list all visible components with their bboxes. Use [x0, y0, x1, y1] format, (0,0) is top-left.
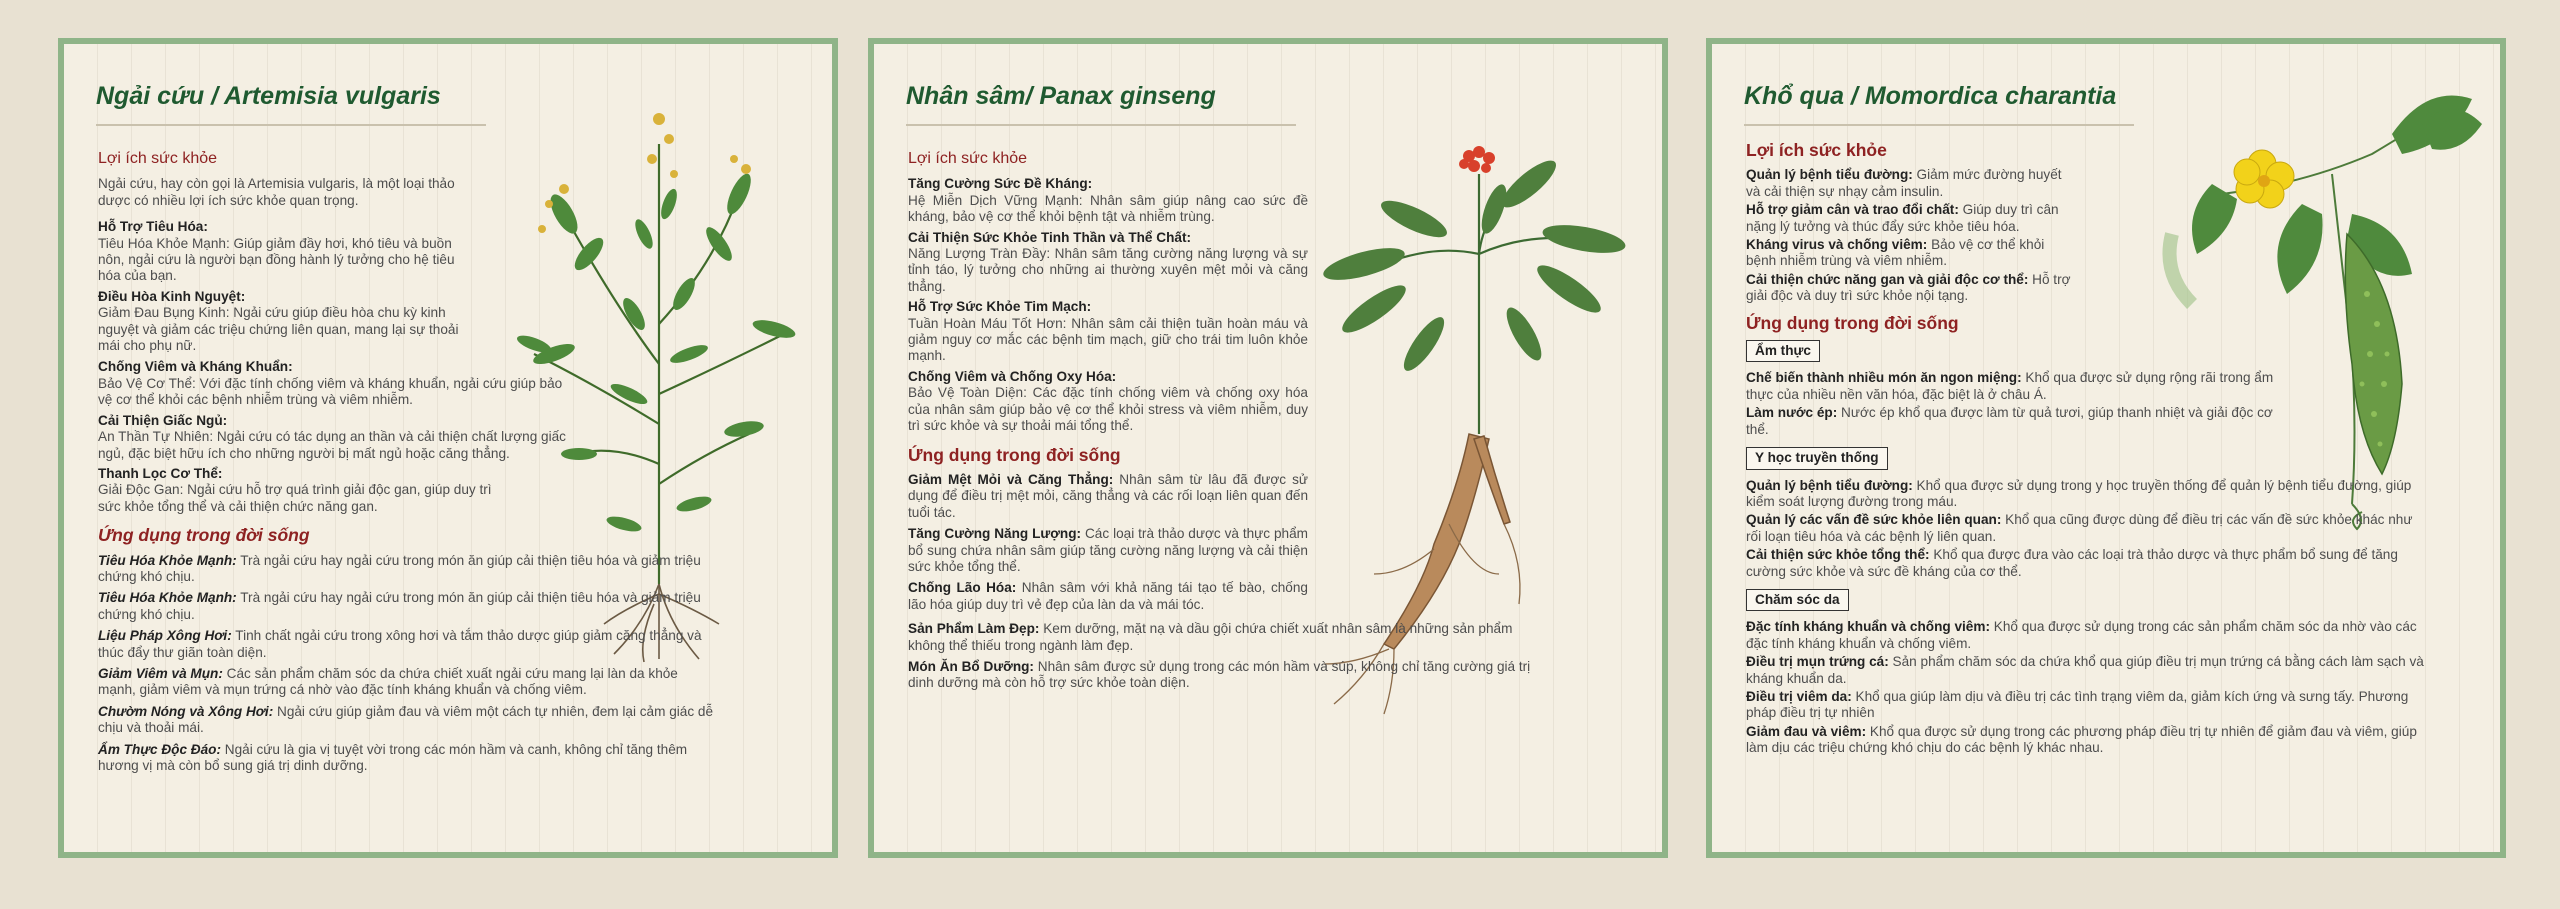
use-item — [908, 580, 1308, 613]
use-text: Tinh chất ngải cứu trong xông hơi và tắm thảo dược giúp giảm căng thẳng và thúc đẩy thư giãn toàn diện. — [98, 628, 702, 660]
category-block — [1746, 340, 2426, 438]
panel-content — [98, 139, 714, 779]
use-item — [908, 526, 1308, 575]
category-label: Chăm sóc da — [1746, 589, 1849, 611]
use-label: Tiêu Hóa Khỏe Mạnh: — [98, 552, 237, 568]
use-item — [1746, 619, 2426, 652]
benefit-text: Hệ Miễn Dịch Vững Mạnh: Nhân sâm giúp nâng cao sức đề kháng, bảo vệ cơ thể khỏi bệnh tật và nhiễm trùng. — [908, 192, 1308, 225]
use-text: Các loại trà thảo dược và thực phẩm bổ sung chứa nhân sâm giúp tăng cường năng lượng và cải thiện sức khỏe tổng thể. — [908, 526, 1308, 574]
use-label: Ẩm Thực Độc Đáo: — [98, 741, 221, 757]
benefit-title: Thanh Lọc Cơ Thể: — [98, 465, 223, 481]
mugwort-panel — [58, 38, 838, 858]
title-divider — [96, 124, 486, 126]
use-text: Nước ép khổ qua được làm từ quả tươi, giúp thanh nhiệt và giải độc cơ thể. — [1746, 405, 2273, 437]
benefit-title: Hỗ Trợ Tiêu Hóa: — [98, 219, 208, 235]
benefit-title: Tăng Cường Sức Đề Kháng: — [908, 176, 1093, 192]
use-label: Giảm Viêm và Mụn: — [98, 665, 223, 681]
benefit-item — [98, 289, 478, 355]
use-text: Nhân sâm từ lâu đã được sử dụng để điều trị mệt mỏi, căng thẳng và các rối loạn liên quan đến tuổi tác. — [908, 471, 1308, 520]
use-item — [1746, 512, 2426, 545]
use-label: Tiêu Hóa Khỏe Mạnh: — [98, 590, 237, 606]
use-label: Sản Phẩm Làm Đẹp: — [908, 621, 1040, 637]
use-text: Trà ngải cứu hay ngải cứu trong món ăn giúp cải thiện tiêu hóa và giảm triệu chứng khó chịu. — [98, 552, 701, 584]
use-text: Khổ qua được đưa vào các loại trà thảo dược và thực phẩm bổ sung để tăng cường sức khỏe và sức đề kháng của cơ thể. — [1746, 547, 2398, 579]
benefit-text: Tuần Hoàn Máu Tốt Hơn: Nhân sâm cải thiện tuần hoàn máu và giảm nguy cơ mắc các bệnh tim mạch, giữ cho trái tim luôn khỏe mạnh. — [908, 315, 1308, 364]
use-label: Chế biến thành nhiều món ăn ngon miệng: — [1746, 370, 2022, 386]
use-text: Khổ qua giúp làm dịu và điều trị các tình trạng viêm da, giảm kích ứng và sưng tấy. Phương pháp điều trị tự nhiên — [1746, 688, 2409, 721]
benefit-title: Cải Thiện Giấc Ngủ: — [98, 412, 228, 428]
use-text: Kem dưỡng, mặt nạ và dầu gội chứa chiết xuất nhân sâm là những sản phẩm không thể thiếu trong ngành làm đẹp. — [908, 621, 1513, 653]
use-text: Ngải cứu là gia vị tuyệt vời trong các món hầm và canh, không chỉ tăng thêm hương vị mà còn bổ sung giá trị dinh dưỡng. — [98, 741, 688, 773]
use-text: Nhân sâm được sử dụng trong các món hầm và súp, không chỉ tăng cường giá trị dinh dưỡng mà còn hỗ trợ sức khỏe toàn diện. — [908, 658, 1531, 691]
benefit-title: Chống Viêm và Chống Oxy Hóa: — [908, 368, 1117, 384]
use-text: Khổ qua được sử dụng trong các phương pháp điều trị tự nhiên để giảm đau và viêm, giúp làm dịu các triệu chứng khó chịu do các bệnh lý khác nhau. — [1746, 723, 2417, 756]
panel-content — [1746, 142, 2426, 762]
uses-heading: Ứng dụng trong đời sống — [908, 444, 1121, 465]
benefit-label: Quản lý bệnh tiểu đường: — [1746, 167, 1913, 183]
bitter-melon-panel — [1706, 38, 2506, 858]
title-divider — [906, 124, 1296, 126]
benefit-item — [98, 359, 568, 408]
use-text: Trà ngải cứu hay ngải cứu trong món ăn giúp cải thiện tiêu hóa và giảm triệu chứng khó chịu. — [98, 590, 701, 622]
title-divider — [1744, 124, 2134, 126]
panel-title: Khổ qua / Momordica charantia — [1744, 82, 2117, 110]
use-label: Món Ăn Bổ Dưỡng: — [908, 658, 1034, 674]
benefit-text: Hỗ trợ giải độc và duy trì sức khỏe nội tạng. — [1746, 271, 2071, 304]
benefit-title: Điều Hòa Kinh Nguyệt: — [98, 288, 246, 304]
use-label: Làm nước ép: — [1746, 405, 1838, 421]
use-item — [98, 704, 718, 737]
use-item — [98, 666, 718, 699]
benefits-heading: Lợi ích sức khỏe — [908, 150, 1028, 167]
category-block — [1746, 585, 2426, 757]
benefit-item — [1746, 167, 2076, 200]
use-label: Giảm đau và viêm: — [1746, 723, 1867, 739]
panel-content — [908, 139, 1531, 697]
benefit-title: Hỗ Trợ Sức Khỏe Tim Mạch: — [908, 299, 1092, 315]
use-text: Sản phẩm chăm sóc da chứa khổ qua giúp điều trị mụn trứng cá bằng cách làm sạch và kháng khuẩn da. — [1746, 654, 2424, 686]
benefit-item — [908, 230, 1308, 296]
benefit-text: Giải Độc Gan: Ngải cứu hỗ trợ quá trình giải độc gan, giúp duy trì sức khỏe tổng thể và cải thiện chức năng gan. — [98, 482, 492, 514]
benefits-heading: Lợi ích sức khỏe — [1746, 140, 1887, 160]
use-label: Điều trị mụn trứng cá: — [1746, 654, 1889, 670]
use-text: Khổ qua được sử dụng trong y học truyền thống để quản lý bệnh tiểu đường, giúp kiểm soát lượng đường trong máu. — [1746, 477, 2412, 509]
use-item — [908, 472, 1308, 521]
use-text: Khổ qua được sử dụng rộng rãi trong ẩm thực của nhiều nền văn hóa, đặc biệt là ở châu Á. — [1746, 370, 2274, 402]
benefit-item — [908, 176, 1308, 225]
use-item — [1746, 689, 2426, 722]
use-label: Giảm Mệt Mỏi và Căng Thẳng: — [908, 471, 1114, 487]
category-label: Y học truyền thống — [1746, 447, 1888, 469]
benefit-item — [908, 369, 1308, 435]
benefit-label: Hỗ trợ giảm cân và trao đổi chất: — [1746, 202, 1959, 218]
use-label: Điều trị viêm da: — [1746, 688, 1852, 704]
use-label: Đặc tính kháng khuẩn và chống viêm: — [1746, 619, 1990, 635]
use-label: Tăng Cường Năng Lượng: — [908, 526, 1082, 542]
uses-heading: Ứng dụng trong đời sống — [98, 525, 310, 546]
benefit-item — [1746, 237, 2076, 270]
benefit-label: Kháng virus và chống viêm: — [1746, 237, 1928, 253]
benefit-item — [98, 413, 568, 462]
category-block — [1746, 443, 2426, 580]
use-item — [98, 742, 718, 775]
benefit-text: Tiêu Hóa Khỏe Mạnh: Giúp giảm đầy hơi, khó tiêu và buồn nôn, ngải cứu là người bạn đồng hành lý tưởng cho hệ tiêu hóa của bạn. — [98, 235, 455, 284]
use-text: Khổ qua được sử dụng trong các sản phẩm chăm sóc da nhờ vào các đặc tính kháng khuẩn và chống viêm. — [1746, 619, 2417, 651]
use-text: Ngải cứu giúp giảm đau và viêm một cách tự nhiên, đem lại cảm giác dễ chịu và thoải mái. — [98, 703, 714, 736]
use-item — [98, 553, 718, 586]
panel-title: Nhân sâm/ Panax ginseng — [906, 82, 1216, 110]
benefit-item — [98, 219, 478, 285]
benefit-text: Bảo vệ cơ thể khỏi bệnh nhiễm trùng và viêm nhiễm. — [1746, 237, 2045, 269]
use-item — [98, 628, 718, 661]
uses-heading: Ứng dụng trong đời sống — [1746, 312, 1959, 333]
benefit-item — [1746, 272, 2076, 305]
benefit-item — [908, 299, 1308, 365]
benefit-text: Năng Lượng Tràn Đầy: Nhân sâm tăng cường năng lượng và sự tỉnh táo, lý tưởng cho những ai thường xuyên mệt mỏi và căng thẳng. — [908, 246, 1308, 294]
use-text: Nhân sâm với khả năng tái tạo tế bào, chống lão hóa giúp duy trì vẻ đẹp của làn da và mái tóc. — [908, 580, 1308, 612]
benefit-title: Cải Thiện Sức Khỏe Tinh Thần và Thể Chất: — [908, 229, 1192, 245]
benefit-text: Bảo Vệ Toàn Diện: Các đặc tính chống viêm và chống oxy hóa của nhân sâm giúp bảo vệ cơ thể khỏi stress và viêm nhiễm, duy trì sức khỏe và sự thoải mái tổng thể. — [908, 385, 1308, 434]
ginseng-panel — [868, 38, 1668, 858]
use-item — [908, 621, 1548, 654]
category-label: Ẩm thực — [1746, 340, 1820, 362]
use-item — [1746, 724, 2426, 757]
benefit-text: Bảo Vệ Cơ Thể: Với đặc tính chống viêm và kháng khuẩn, ngải cứu giúp bảo vệ cơ thể khỏi các bệnh nhiễm trùng và viêm nhiễm. — [98, 375, 563, 408]
benefit-label: Cải thiện chức năng gan và giải độc cơ thể: — [1746, 271, 2029, 287]
intro-text: Ngải cứu, hay còn gọi là Artemisia vulgaris, là một loại thảo dược có nhiều lợi ích sức khỏe quan trọng. — [98, 176, 455, 208]
use-item — [1746, 547, 2426, 580]
benefits-heading: Lợi ích sức khỏe — [98, 150, 218, 167]
benefit-item — [1746, 202, 2076, 235]
use-label: Cải thiện sức khỏe tổng thể: — [1746, 547, 1930, 563]
benefit-text: An Thần Tự Nhiên: Ngải cứu có tác dụng an thần và cải thiện chất lượng giấc ngủ, đặc biệt hữu ích cho những người bị mất ngủ hoặc căng thẳng. — [98, 429, 566, 461]
use-label: Chống Lão Hóa: — [908, 580, 1017, 596]
use-item — [908, 659, 1548, 692]
use-text: Các sản phẩm chăm sóc da chứa chiết xuất ngải cứu mang lại làn da khỏe mạnh, giảm viêm và mụn trứng cá nhờ vào đặc tính kháng khuẩn và chống viêm. — [98, 665, 678, 698]
benefit-text: Giúp duy trì cân nặng lý tưởng và thúc đẩy sức khỏe tiêu hóa. — [1746, 202, 2059, 234]
use-item — [1746, 370, 2296, 403]
use-label: Liệu Pháp Xông Hơi: — [98, 628, 232, 644]
use-text: Khổ qua cũng được dùng để điều trị các vấn đề sức khỏe khác như rối loạn tiêu hóa và các bệnh lý liên quan. — [1746, 512, 2413, 544]
use-label: Chườm Nóng và Xông Hơi: — [98, 703, 274, 719]
use-label: Quản lý các vấn đề sức khỏe liên quan: — [1746, 512, 2002, 528]
use-item — [1746, 478, 2426, 511]
benefit-text: Giảm mức đường huyết và cải thiện sự nhạy cảm insulin. — [1746, 167, 2062, 199]
panel-title: Ngải cứu / Artemisia vulgaris — [96, 82, 441, 110]
use-label: Quản lý bệnh tiểu đường: — [1746, 477, 1913, 493]
use-item — [1746, 405, 2296, 438]
benefit-item — [98, 466, 518, 515]
use-item — [98, 590, 718, 623]
benefit-title: Chống Viêm và Kháng Khuẩn: — [98, 359, 293, 375]
use-item — [1746, 654, 2426, 687]
benefit-text: Giảm Đau Bụng Kinh: Ngải cứu giúp điều hòa chu kỳ kinh nguyệt và giảm các triệu chứng liên quan, mang lại sự thoải mái cho phụ nữ. — [98, 305, 459, 354]
